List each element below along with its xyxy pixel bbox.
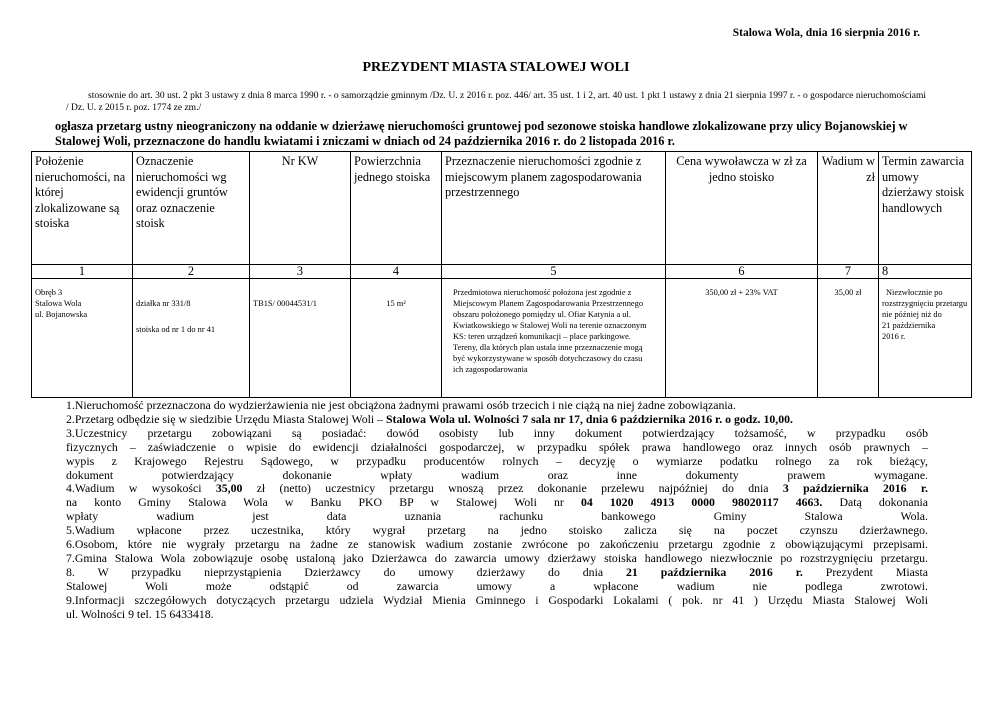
location-street: ul. Bojanowska xyxy=(35,310,88,319)
condition-3-line-4: dokument potwierdzający dokonanie wpłaty wadium oraz inne dokumenty prawem wymagane. xyxy=(66,467,928,482)
deadline-line: 21 października xyxy=(882,321,936,330)
issuer-title: PREZYDENT MIASTA STALOWEJ WOLI xyxy=(362,60,630,75)
condition-4-text: 4.Wadium w wysokości xyxy=(66,481,216,496)
condition-3-line-3: wypis z Krajowego Rejestru Sądowego, w przypadku producentów rolnych – decyzję o wymiarze podatku rolnego za rok bieżący, xyxy=(66,453,928,468)
legal-basis-preamble: stosownie do art. 30 ust. 2 pkt 3 ustawy z dnia 8 marca 1990 r. - o samorządzie gminnym /Dz. U. z 2016 r. poz. 446/ art. 35 ust. 1 i 2, art. 40 ust. 1 pkt 1 ustawy z dnia 21 sierpnia 1997 r. - o gospodarce nieruchomościami / Dz. U. z 2015 r. poz. 1774 ze zm./ xyxy=(66,91,926,113)
location-precinct: Obręb 3 xyxy=(35,288,63,297)
deadline-line: nie później niż do xyxy=(882,310,942,319)
deposit-value: 35,00 xyxy=(215,481,243,496)
condition-4-line-2 xyxy=(66,496,928,510)
condition-4-line-3: wpłaty wadium jest data uznania rachunku bankowego Gminy Stalowa Wola. xyxy=(66,509,928,524)
cell-purpose xyxy=(442,279,666,398)
col-header-purpose: Przeznaczenie nieruchomości zgodnie z miejscowym planem zagospodarowania przestrzennego xyxy=(442,152,666,265)
bank-account-number: 04 1020 4913 0000 98020117 4663. xyxy=(580,495,823,510)
purpose-text: Przedmiotowa nieruchomość położona jest zgodnie z Miejscowym Planem Zagospodarowania Przestrzennego obszaru położonego pomiędzy ul. Ofiar Katynia a ul. Kwiatkowskiego w Stalowej Woli na terenie oznaczonym KS: teren urządzeń komunikacji – place parkingowe. Tereny, dla których plan ustala inne przeznaczenie mogą być wykorzystywane w sposób dotychczasowy do czasu ich zagospodarowania xyxy=(453,288,647,374)
col-header-deposit: Wadium w zł xyxy=(818,152,879,265)
deposit-deadline: 3 października 2016 r. xyxy=(782,481,928,496)
auction-venue-date: Stalowa Wola ul. Wolności 7 sala nr 17, dnia 6 października 2016 r. o godz. 10,00. xyxy=(386,411,793,426)
col-number: 7 xyxy=(818,265,879,279)
place-date: Stalowa Wola, dnia 16 sierpnia 2016 r. xyxy=(732,27,920,39)
condition-8-text: 8. W przypadku nieprzystąpienia Dzierżawcy do umowy dzierżawy do dnia xyxy=(66,564,627,579)
location-city: Stalowa Wola xyxy=(35,299,82,308)
condition-4-line-1 xyxy=(66,482,928,496)
condition-1: 1.Nieruchomość przeznaczona do wydzierżawienia nie jest obciążona żadnymi prawami osób trzecich i nie ciążą na niej żadne zobowiązania. xyxy=(66,398,736,412)
condition-9-line-2: ul. Wolności 9 tel. 15 6433418. xyxy=(66,606,214,621)
condition-2-text: 2.Przetarg odbędzie się w siedzibie Urzędu Miasta Stalowej Woli – xyxy=(66,411,386,426)
deadline-line: 2016 r. xyxy=(882,332,906,341)
conditions-list xyxy=(66,399,928,622)
condition-5: 5.Wadium wpłacone przez uczestnika, który wygrał przetarg na jedno stoisko zalicza się na poczet czynszu dzierżawnego. xyxy=(66,523,928,538)
condition-2 xyxy=(66,413,928,427)
cell-parcel xyxy=(133,279,250,398)
kw-number: TB1S/ 00044531/1 xyxy=(253,299,317,308)
condition-3-line-2: fizycznych – zaświadczenie o wpisie do ewidencji działalności gospodarczej, w przypadku spółek prawa handlowego oraz innych osób prawnych – xyxy=(66,439,928,454)
col-header-parcel: Oznaczenie nieruchomości wg ewidencji gruntów oraz oznaczenie stoisk xyxy=(133,152,250,265)
col-number: 5 xyxy=(442,265,666,279)
cell-deadline xyxy=(879,279,972,398)
condition-8-text: Prezydent Miasta xyxy=(802,564,928,579)
table-row xyxy=(32,279,972,398)
cell-location xyxy=(32,279,133,398)
parcel-number: działka nr 331/8 xyxy=(136,299,191,308)
cell-kw xyxy=(250,279,351,398)
starting-price: 350,00 zł + 23% VAT xyxy=(705,288,778,297)
condition-6: 6.Osobom, które nie wygrały przetargu na żadne ze stanowisk wadium zostanie zwrócone po zakończeniu przetargu zgodnie z obowiązującymi przepisami. xyxy=(66,537,928,552)
col-number: 8 xyxy=(879,265,972,279)
condition-8-line-2: Stalowej Woli może odstąpić od zawarcia umowy a wpłacone wadium nie podlega zwrotowi. xyxy=(66,578,928,593)
col-header-area: Powierzchnia jednego stoiska xyxy=(351,152,442,265)
col-header-deadline: Termin zawarcia umowy dzierżawy stoisk handlowych xyxy=(879,152,972,265)
table-number-row xyxy=(32,265,972,279)
col-number: 1 xyxy=(32,265,133,279)
condition-4-text: zł (netto) uczestnicy przetargu wnoszą przez dokonanie przelewu najpóźniej do dnia xyxy=(242,481,783,496)
condition-9-line-1: 9.Informacji szczegółowych dotyczących przetargu udziela Wydział Mienia Gminnego i Gospodarki Lokalami ( pok. nr 41 ) Urzędu Miasta Stalowej Woli xyxy=(66,592,928,607)
stall-range: stoiska od nr 1 do nr 41 xyxy=(136,325,216,334)
deadline-line: rozstrzygnięciu przetargu xyxy=(882,299,968,308)
cell-price xyxy=(666,279,818,398)
cell-deposit xyxy=(818,279,879,398)
condition-4-text: na konto Gminy Stalowa Wola w Banku PKO BP w Stalowej Woli nr xyxy=(66,495,581,510)
condition-8-line-1 xyxy=(66,566,928,580)
condition-7: 7.Gmina Stalowa Wola zobowiązuje osobę ustaloną jako Dzierżawca do zawarcia umowy dzierżawy stoiska handlowego niezwłocznie po rozstrzygnięciu przetargu. xyxy=(66,550,928,565)
condition-3-line-1: 3.Uczestnicy przetargu zobowiązani są posiadać: dowód osobisty lub inny dokument potwierdzający tożsamość, w przypadku osób xyxy=(66,425,928,440)
col-number: 3 xyxy=(250,265,351,279)
announcement-headline: ogłasza przetarg ustny nieograniczony na oddanie w dzierżawę nieruchomości gruntowej pod sezonowe stoiska handlowe zlokalizowane przy ulicy Bojanowskiej w Stalowej Woli, przeznaczone do handlu kwiatami i zniczami w dniach od 24 października 2016 r. do 2 listopada 2016 r. xyxy=(55,119,908,148)
contract-deadline: 21 października 2016 r. xyxy=(626,564,803,579)
deposit-amount: 35,00 zł xyxy=(834,288,862,297)
condition-4-text: Datą dokonania xyxy=(822,495,928,510)
col-header-location: Położenie nieruchomości, na której zlokalizowane są stoiska xyxy=(32,152,133,265)
col-number: 6 xyxy=(666,265,818,279)
col-number: 2 xyxy=(133,265,250,279)
col-header-kw: Nr KW xyxy=(250,152,351,265)
col-number: 4 xyxy=(351,265,442,279)
stall-area: 15 m² xyxy=(386,299,406,308)
deadline-line: Niezwłocznie po xyxy=(886,288,943,297)
col-header-price: Cena wywoławcza w zł za jedno stoisko xyxy=(666,152,818,265)
cell-area xyxy=(351,279,442,398)
stalls-table xyxy=(31,151,972,398)
table-header-row xyxy=(32,152,972,265)
